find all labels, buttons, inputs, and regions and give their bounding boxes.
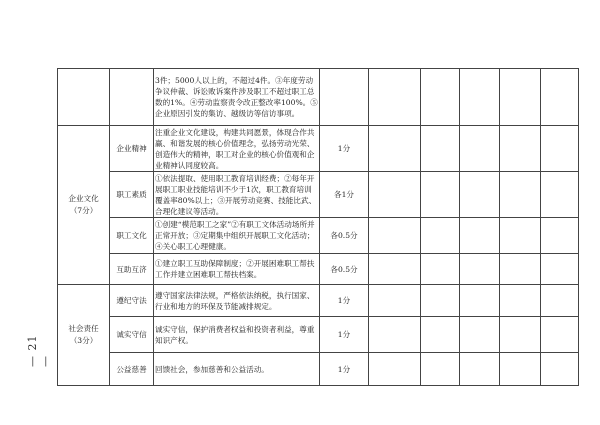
empty-cell: [369, 317, 421, 353]
score-cell: 1分: [320, 353, 369, 386]
score-cell: 1分: [320, 285, 369, 317]
empty-cell: [460, 254, 500, 285]
empty-cell: [500, 254, 541, 285]
item-cell: 公益慈善: [110, 353, 154, 386]
item-cell: 互助互济: [110, 254, 154, 285]
empty-cell: [369, 353, 421, 386]
empty-cell: [460, 172, 500, 218]
empty-cell: [369, 218, 421, 254]
item-cell: 遵纪守法: [110, 285, 154, 317]
table-row: [58, 69, 579, 126]
table-row: [58, 285, 579, 317]
empty-cell: [421, 353, 460, 386]
empty-cell: [541, 218, 579, 254]
empty-cell: [421, 172, 460, 218]
category-name: 社会责任: [68, 324, 99, 333]
category-cell-social: [58, 285, 110, 386]
empty-cell: [541, 317, 579, 353]
empty-cell: [369, 285, 421, 317]
item-cell: [110, 69, 154, 126]
empty-cell: [460, 69, 500, 126]
category-points: （7分）: [69, 206, 98, 215]
empty-cell: [541, 353, 579, 386]
empty-cell: [421, 254, 460, 285]
empty-cell: [369, 254, 421, 285]
table-row: [58, 353, 579, 386]
empty-cell: [369, 172, 421, 218]
page-number: — 21 —: [26, 334, 52, 367]
category-cell: [58, 69, 110, 126]
empty-cell: [541, 254, 579, 285]
empty-cell: [421, 218, 460, 254]
table-row: [58, 218, 579, 254]
empty-cell: [500, 353, 541, 386]
empty-cell: [421, 69, 460, 126]
table-row: [58, 172, 579, 218]
empty-cell: [421, 285, 460, 317]
empty-cell: [460, 285, 500, 317]
score-cell: 1分: [320, 317, 369, 353]
table-row: [58, 317, 579, 353]
empty-cell: [460, 126, 500, 172]
description-cell: ①建立职工互助保障制度；②开展困难职工帮扶工作并建立困难职工帮扶档案。: [154, 254, 320, 285]
empty-cell: [541, 69, 579, 126]
empty-cell: [369, 126, 421, 172]
item-cell: 诚实守信: [110, 317, 154, 353]
empty-cell: [460, 317, 500, 353]
category-cell-culture: [58, 126, 110, 285]
empty-cell: [460, 353, 500, 386]
category-name: 企业文化: [68, 194, 99, 203]
empty-cell: [541, 126, 579, 172]
table-row: [58, 254, 579, 285]
empty-cell: [500, 126, 541, 172]
description-cell: ①依法提取、使用职工教育培训经费；②每年开展职工职业技能培训不少于1次，职工教育培训覆盖率80%以上；③开展劳动竞赛、技能比武、合理化建议等活动。: [154, 172, 320, 218]
empty-cell: [421, 317, 460, 353]
empty-cell: [421, 126, 460, 172]
score-cell: 各0.5分: [320, 254, 369, 285]
description-cell: ①创建“模范职工之家”②有职工文体活动场所并正常开放；③定期集中组织开展职工文化活动；④关心职工心理健康。: [154, 218, 320, 254]
description-cell: 注重企业文化建设，构建共同愿景，体现合作共赢、和谐发展的核心价值理念，弘扬劳动光荣、创造伟大的精神，职工对企业的核心价值观和企业精神认同度较高。: [154, 126, 320, 172]
evaluation-table: [57, 68, 579, 386]
empty-cell: [500, 285, 541, 317]
category-points: （3分）: [69, 336, 98, 345]
score-cell: 1分: [320, 126, 369, 172]
item-cell: 职工文化: [110, 218, 154, 254]
score-cell: 各0.5分: [320, 218, 369, 254]
score-cell: 各1分: [320, 172, 369, 218]
score-cell: [320, 69, 369, 126]
description-cell: 回馈社会，参加慈善和公益活动。: [154, 353, 320, 386]
item-cell: 企业精神: [110, 126, 154, 172]
description-cell: 3件；5000人以上的，不超过4件。③年度劳动争议仲裁、诉讼败诉案件涉及职工不超过职工总数的1%。④劳动监察责令改正整改率100%。⑤企业原因引发的集访、越级访等信访事项。: [154, 69, 320, 126]
empty-cell: [541, 172, 579, 218]
empty-cell: [500, 317, 541, 353]
description-cell: 诚实守信，保护消费者权益和投资者利益，尊重知识产权。: [154, 317, 320, 353]
empty-cell: [500, 69, 541, 126]
empty-cell: [460, 218, 500, 254]
item-cell: 职工素质: [110, 172, 154, 218]
empty-cell: [369, 69, 421, 126]
empty-cell: [500, 218, 541, 254]
empty-cell: [500, 172, 541, 218]
table-row: [58, 126, 579, 172]
description-cell: 遵守国家法律法规，严格依法纳税，执行国家、行业和地方的环保及节能减排规定。: [154, 285, 320, 317]
empty-cell: [541, 285, 579, 317]
